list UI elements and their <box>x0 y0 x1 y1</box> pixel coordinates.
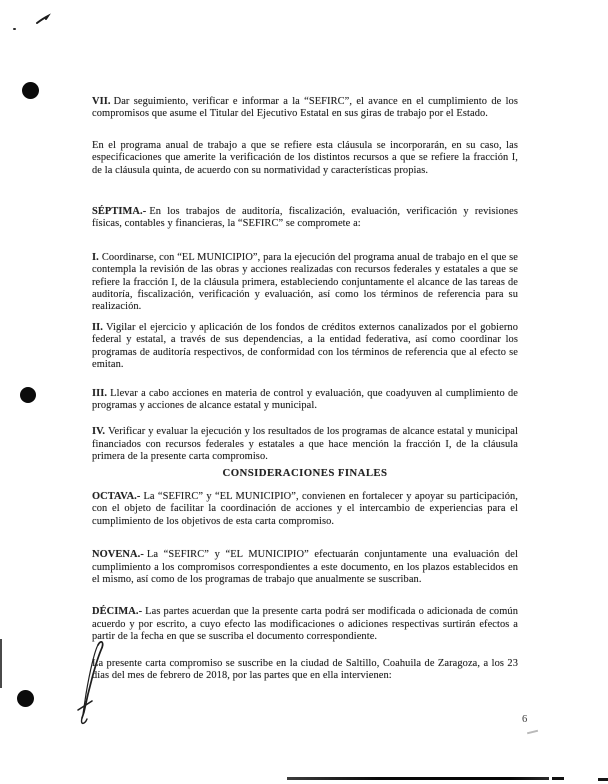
paragraph-text: Coordinarse, con “EL MUNICIPIO”, para la ejecución del programa anual de trabajo en el que se contempla la revisión de las obras y acciones realizadas con recursos federales y estatales a que se refiere la fracción I, de la cláusula primera, estableciendo conjuntamente el alcance de las tareas de auditoría, fiscalización, verificación y evaluación, así como los términos de referencia para su realización. <box>92 251 518 313</box>
paragraph-label: IV. <box>92 426 106 438</box>
paragraph-text: Verificar y evaluar la ejecución y los resultados de los programas de alcance estatal y municipal financiados con recursos federales y estatales a que hace mención la fracción I, de la cláusula primera de la presente carta compromiso. <box>92 426 518 463</box>
paragraph-label: NOVENA.- <box>92 549 144 561</box>
paragraph-label: I. <box>92 251 99 263</box>
paragraph-label: VII. <box>92 96 111 107</box>
page-number: 6 <box>522 714 528 725</box>
pen-stroke-mark <box>76 640 120 732</box>
paragraph-fraccion-iii <box>92 388 518 413</box>
scan-artifact-dash <box>552 777 564 780</box>
paragraph-fraccion-i <box>92 252 518 314</box>
paragraph-text: La “SEFIRC” y “EL MUNICIPIO”, convienen en fortalecer y apoyar su participación, con el objeto de facilitar la coordinación de acciones y el intercambio de experiencias para el cumplimiento de los objetivos de esta carta compromiso. <box>92 490 518 527</box>
paragraph-programa-anual <box>92 140 518 177</box>
paragraph-label: OCTAVA.- <box>92 490 141 502</box>
paragraph-label: SÉPTIMA.- <box>92 206 147 218</box>
scan-edge-mark <box>0 639 2 688</box>
paragraph-fraccion-ii <box>92 322 518 372</box>
paragraph-label: III. <box>92 387 108 399</box>
paragraph-decima <box>92 606 518 643</box>
scan-artifact-line <box>287 777 549 780</box>
paragraph-text: Dar seguimiento, verificar e informar a la “SEFIRC”, el avance en el cumplimiento de los compromisos que asume el Titular del Ejecutivo Estatal en sus giras de trabajo por el Estado. <box>92 96 518 120</box>
scan-corner-mark <box>598 778 608 781</box>
paragraph-label: II. <box>92 321 103 333</box>
hole-punch-mark <box>22 82 39 99</box>
hole-punch-mark <box>20 387 36 403</box>
section-heading-consideraciones-finales: CONSIDERACIONES FINALES <box>222 466 388 479</box>
paragraph-text: En el programa anual de trabajo a que se refiere esta cláusula se incorporarán, en su caso, las especificaciones que amerite la verificación de los distintos recursos a que se refiere la fracción I, de la cláusula quinta, de acuerdo con su normatividad y características propias. <box>92 139 518 176</box>
hole-punch-mark <box>17 690 34 707</box>
paragraph-vii <box>92 96 518 121</box>
paragraph-text: Las partes acuerdan que la presente carta podrá ser modificada o adicionada de común acuerdo y por escrito, a cuyo efecto las modificaciones o adiciones respectivas surtirán efectos a partir de la fecha en que se suscriba el documento correspondiente. <box>92 606 518 643</box>
scan-smudge-mark <box>527 730 538 734</box>
paragraph-firma-fecha <box>92 658 518 683</box>
paragraph-text: La “SEFIRC” y “EL MUNICIPIO” efectuarán conjuntamente una evaluación del cumplimiento a los compromisos correspondientes a este documento, en los plazos establecidos en el mismo, así como de los programas de trabajo que anualmente se suscriban. <box>92 549 518 585</box>
paragraph-fraccion-iv <box>92 426 518 463</box>
paragraph-text: Vigilar el ejercicio y aplicación de los fondos de créditos externos canalizados por el gobierno federal y estatal, a través de sus dependencias, a la entidad federativa, así como coordinar los programas de auditoría respectivos, de conformidad con los términos de referencia que al efecto se emitan. <box>92 321 518 371</box>
pen-tick-mark <box>34 12 54 28</box>
paragraph-text: Llevar a cabo acciones en materia de control y evaluación, que coadyuven al cumplimiento de programas y acciones de alcance estatal y municipal. <box>92 387 518 411</box>
paragraph-text: La presente carta compromiso se suscribe en la ciudad de Saltillo, Coahuila de Zaragoza, a los 23 días del mes de febrero de 2018, por las partes que en ella intervienen: <box>92 657 518 681</box>
paragraph-text: En los trabajos de auditoría, fiscalización, evaluación, verificación y revisiones físicas, contables y financieras, la “SEFIRC” se compromete a: <box>92 206 518 230</box>
paragraph-novena <box>92 549 518 586</box>
document-body <box>92 96 518 682</box>
paragraph-label: DÉCIMA.- <box>92 606 143 618</box>
paragraph-octava <box>92 491 518 528</box>
paragraph-septima <box>92 206 518 231</box>
ink-speck <box>13 28 16 30</box>
